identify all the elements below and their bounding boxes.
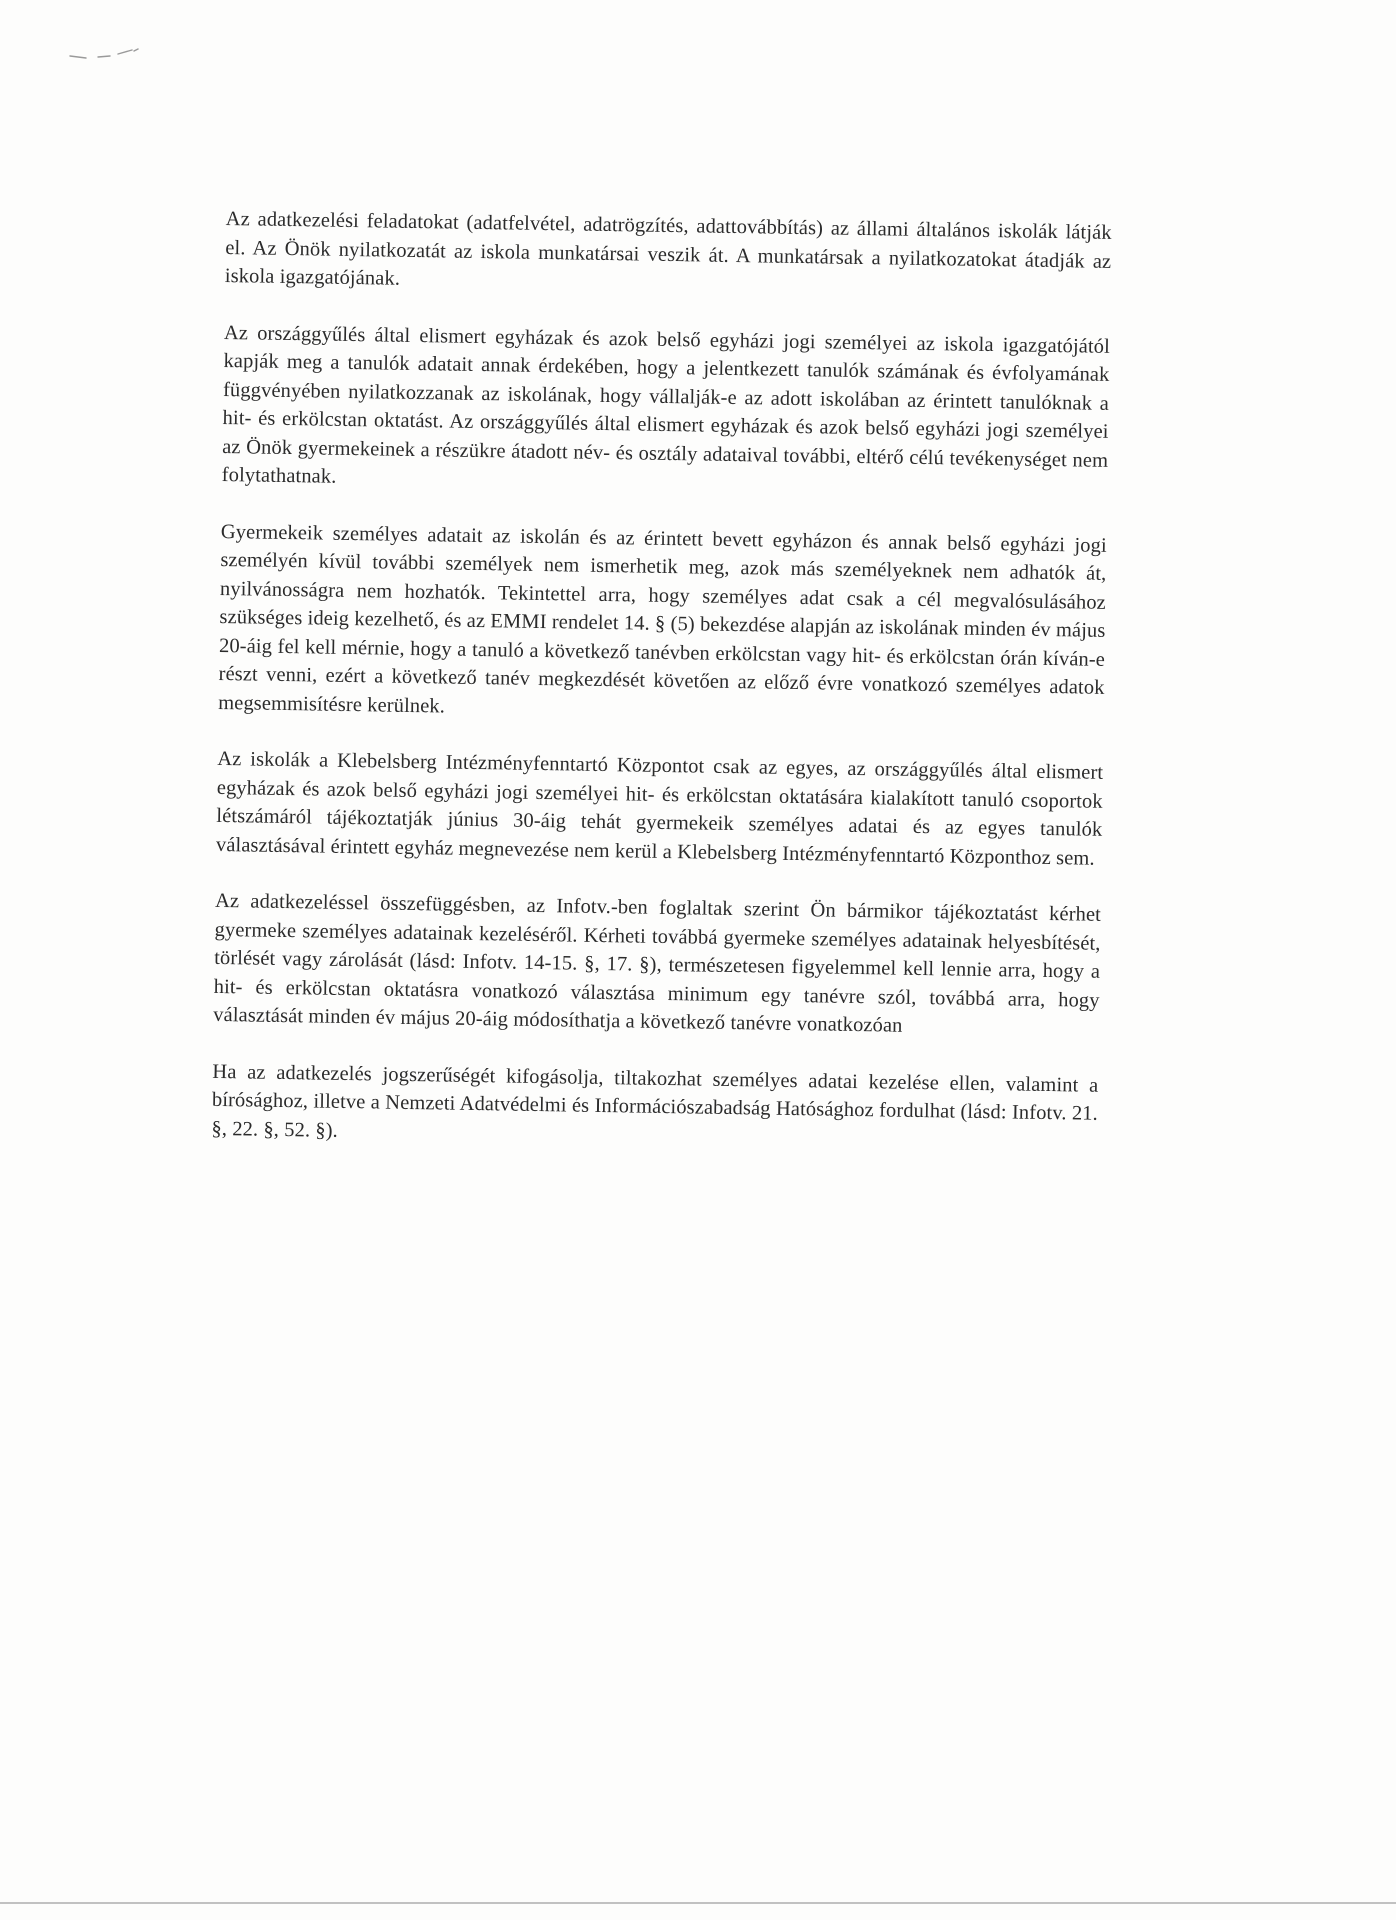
document-body (211, 205, 1112, 1185)
paragraph-infotv-rights: Az adatkezeléssel összefüggésben, az Infotv.-ben foglaltak szerint Ön bármikor tájékoztatást kérhet gyermeke személyes adatainak kezeléséről. Kérheti továbbá gyermeke személyes adatainak helyesbítését, törlését vagy zárolását (lásd: Infotv. 14-15. §, 17. §), természetesen figyelemmel kell lennie arra, hogy a hit- és erkölcstan oktatásra vonatkozó választása minimum egy tanévre szól, továbbá arra, hogy választását minden év május 20-áig módosíthatja a következő tanévre vonatkozóan (213, 889, 1102, 1037)
paragraph-klebelsberg: Az iskolák a Klebelsberg Intézményfenntartó Központot csak az egyes, az országgyűlés által elismert egyházak és azok belső egyházi jogi személyei hit- és erkölcstan oktatására kialakított tanuló csoportok létszámáról tájékoztatják június 30-áig tehát gyermekeik személyes adatai és az egyes tanulók választásával érintett egyház megnevezése nem kerül a Klebelsberg Intézményfenntartó Központhoz sem. (215, 747, 1104, 870)
scan-mark-icon (68, 46, 148, 60)
paragraph-data-handling: Az adatkezelési feladatokat (adatfelvétel, adatrögzítés, adattovábbítás) az állami általános iskolák látják el. Az Önök nyilatkozatát az iskola munkatársai veszik át. A munkatársak a nyilatkozatokat átadják az iskola igazgatójának. (224, 207, 1112, 290)
paragraph-objection: Ha az adatkezelés jogszerűségét kifogásolja, tiltakozhat személyes adatai kezelése ellen, valamint a bírósághoz, illetve a Nemzeti Adatvédelmi és Információszabadság Hatósághoz fordulhat (lásd: Infotv. 21. §, 22. §, 52. §). (211, 1060, 1099, 1142)
scan-bottom-edge (0, 1902, 1396, 1904)
paragraph-personal-data: Gyermekeik személyes adatait az iskolán és az érintett bevett egyházon és annak belső egyházi jogi személyén kívül további személyek nem ismerhetik meg, azok más személyeknek nem adhatók át, nyilvánosságra nem hozhatók. Tekintettel arra, hogy személyes adat csak a cél megvalósulásához szükséges ideig kezelhető, és az EMMI rendelet 14. § (5) bekezdése alapján az iskolának minden év május 20-áig fel kell mérnie, hogy a tanuló a következő tanévben erkölcstan vagy hit- és erkölcstan órán kíván-e részt venni, ezért a következő tanév megkezdését követően az előző évre vonatkozó személyes adatok megsemmisítésre kerülnek. (218, 520, 1107, 717)
paragraph-churches: Az országgyűlés által elismert egyházak és azok belső egyházi jogi személyei az iskola igazgatójától kapják meg a tanulók adatait annak érdekében, hogy a jelentkezett tanulók számának és évfolyamának függvényében nyilatkozzanak az iskolának, hogy vállalják-e az adott iskolában az érintett tanulóknak a hit- és erkölcstan oktatást. Az országgyűlés által elismert egyházak és azok belső egyházi jogi személyei az Önök gyermekeinek a részükre átadott név- és osztály adataival további, eltérő célú tevékenységet nem folytathatnak. (221, 321, 1111, 488)
